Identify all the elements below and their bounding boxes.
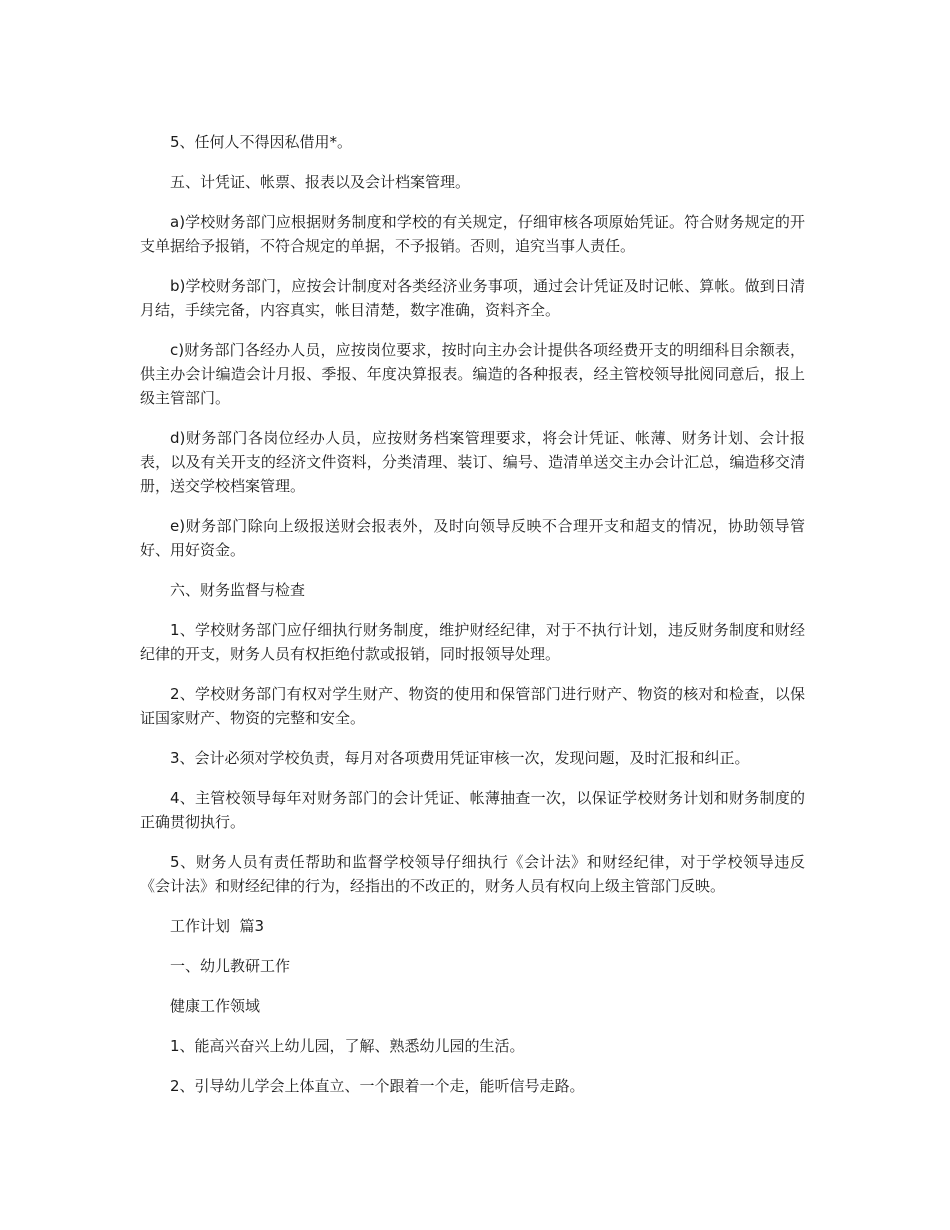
- paragraph: 5、任何人不得因私借用*。: [170, 133, 353, 151]
- paragraph: c)财务部门各经办人员，应按岗位要求，按时向主办会计提供各项经费开支的明细科目余额表，供主办会计编造会计月报、季报、年度决算报表。编造的各种报表，经主管校领导批阅同意后，报上级主管部门。: [140, 341, 805, 407]
- paragraph: 2、引导幼儿学会上体直立、一个跟着一个走，能听信号走路。: [170, 1077, 585, 1095]
- paragraph: a)学校财务部门应根据财务制度和学校的有关规定，仔细审核各项原始凭证。符合财务规定的开支单据给予报销，不符合规定的单据，不予报销。否则，追究当事人责任。: [140, 213, 805, 255]
- paragraph: 5、财务人员有责任帮助和监督学校领导仔细执行《会计法》和财经纪律，对于学校领导违反《会计法》和财经纪律的行为，经指出的不改正的，财务人员有权向上级主管部门反映。: [140, 853, 805, 895]
- paragraph: 3、会计必须对学校负责，每月对各项费用凭证审核一次，发现问题，及时汇报和纠正。: [170, 749, 750, 767]
- document-body: [140, 130, 805, 1114]
- section-heading: 五、计凭证、帐票、报表以及会计档案管理。: [170, 173, 471, 191]
- paragraph: e)财务部门除向上级报送财会报表外，及时向领导反映不合理开支和超支的情况，协助领导管好、用好资金。: [140, 517, 805, 559]
- paragraph: 1、学校财务部门应仔细执行财务制度，维护财经纪律，对于不执行计划，违反财务制度和财经纪律的开支，财务人员有权拒绝付款或报销，同时报领导处理。: [140, 621, 805, 663]
- paragraph: 2、学校财务部门有权对学生财产、物资的使用和保管部门进行财产、物资的核对和检查，以保证国家财产、物资的完整和安全。: [140, 685, 805, 727]
- section-heading: 工作计划 篇3: [170, 917, 265, 935]
- paragraph: 4、主管校领导每年对财务部门的会计凭证、帐薄抽查一次，以保证学校财务计划和财务制度的正确贯彻执行。: [140, 789, 805, 831]
- section-heading: 一、幼儿教研工作: [170, 957, 291, 975]
- paragraph: b)学校财务部门，应按会计制度对各类经济业务事项，通过会计凭证及时记帐、算帐。做到日清月结，手续完备，内容真实，帐目清楚，数字准确，资料齐全。: [140, 277, 805, 319]
- subsection-heading: 健康工作领域: [170, 997, 261, 1015]
- section-heading: 六、财务监督与检查: [170, 581, 306, 599]
- paragraph: 1、能高兴奋兴上幼儿园，了解、熟悉幼儿园的生活。: [170, 1037, 525, 1055]
- paragraph: d)财务部门各岗位经办人员，应按财务档案管理要求，将会计凭证、帐薄、财务计划、会计报表，以及有关开支的经济文件资料，分类清理、装订、编号、造清单送交主办会计汇总，编造移交清册，送交学校档案管理。: [140, 429, 805, 495]
